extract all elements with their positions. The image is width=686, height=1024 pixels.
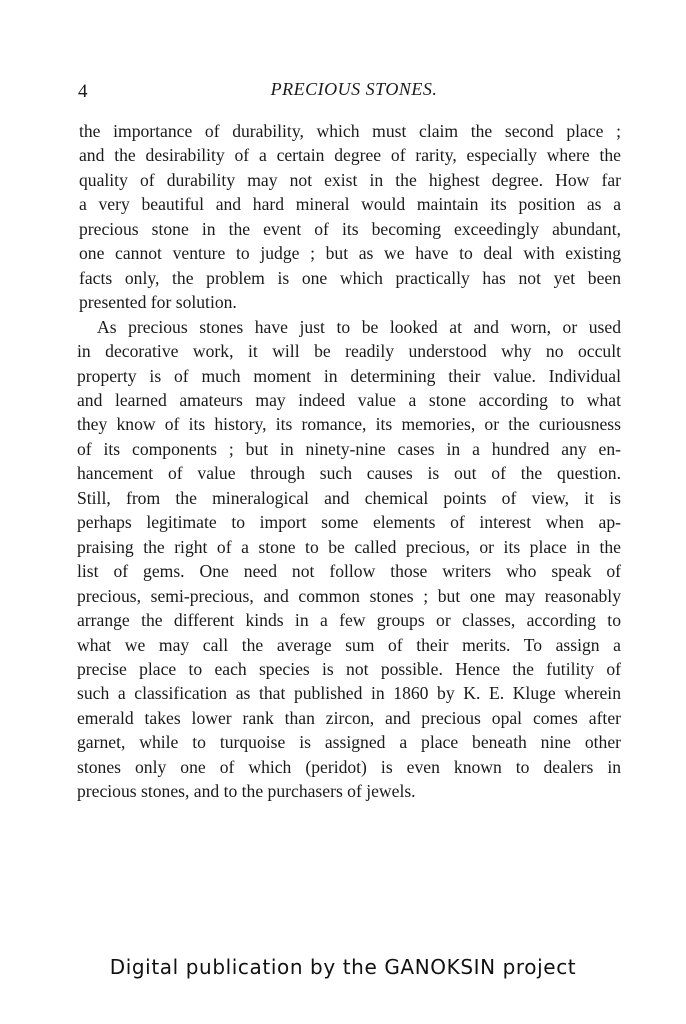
text-line: hancement of value through such causes is out of the question. xyxy=(77,463,621,484)
text-line: list of gems. One need not follow those writers who speak of xyxy=(77,561,621,582)
text-line: precious stones, and to the purchasers of jewels. xyxy=(77,781,416,802)
running-title: PRECIOUS STONES. xyxy=(270,79,438,99)
text-line: perhaps legitimate to import some elements of interest when ap- xyxy=(77,512,621,533)
text-line: facts only, the problem is one which practically has not yet been xyxy=(79,267,621,288)
text-line: presented for solution. xyxy=(79,292,237,313)
text-line: Still, from the mineralogical and chemical points of view, it is xyxy=(77,487,621,508)
text-line: of its components ; but in ninety-nine cases in a hundred any en- xyxy=(77,438,621,459)
text-line: quality of durability may not exist in the highest degree. How far xyxy=(79,169,621,190)
page-number: 4 xyxy=(78,81,88,102)
running-head xyxy=(78,79,620,105)
text-line: garnet, while to turquoise is assigned a place beneath nine other xyxy=(77,732,621,753)
text-line: one cannot venture to judge ; but as we have to deal with existing xyxy=(79,243,621,264)
text-line: they know of its history, its romance, its memories, or the curiousness xyxy=(77,414,621,435)
text-line: and the desirability of a certain degree of rarity, especially where the xyxy=(79,145,621,166)
text-line: precise place to each species is not possible. Hence the futility of xyxy=(77,658,621,679)
paragraph xyxy=(73,315,621,804)
text-line: As precious stones have just to be looked at and worn, or used xyxy=(97,316,621,337)
text-line: praising the right of a stone to be called precious, or its place in the xyxy=(77,536,621,557)
text-line: arrange the different kinds in a few groups or classes, according to xyxy=(77,610,621,631)
text-line: precious, semi-precious, and common stones ; but one may reasonably xyxy=(77,585,621,606)
text-line: precious stone in the event of its becoming exceedingly abundant, xyxy=(79,218,621,239)
text-line: stones only one of which (peridot) is even known to dealers in xyxy=(77,756,621,777)
text-line: such a classification as that published in 1860 by K. E. Kluge wherein xyxy=(77,683,621,704)
text-line: the importance of durability, which must claim the second place ; xyxy=(79,121,621,141)
text-line: a very beautiful and hard mineral would maintain its position as a xyxy=(79,194,621,215)
paragraph-continued xyxy=(73,119,621,315)
text-line: property is of much moment in determining their value. Individual xyxy=(77,365,621,386)
publication-credit: Digital publication by the GANOKSIN project xyxy=(109,955,577,979)
text-line: what we may call the average sum of their merits. To assign a xyxy=(77,634,621,655)
text-line: in decorative work, it will be readily understood why no occult xyxy=(77,341,621,362)
body-text xyxy=(73,119,621,804)
text-line: and learned amateurs may indeed value a stone according to what xyxy=(77,389,621,410)
text-line: emerald takes lower rank than zircon, and precious opal comes after xyxy=(77,707,621,728)
